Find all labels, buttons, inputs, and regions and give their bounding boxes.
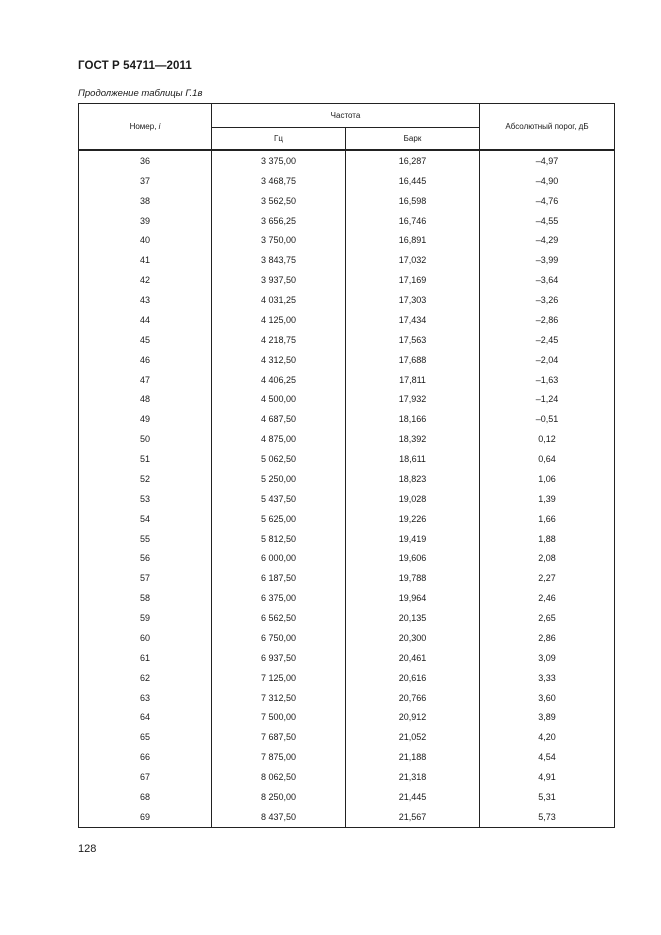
table-row xyxy=(79,628,615,648)
cell-number: 65 xyxy=(79,727,212,747)
cell-hz: 4 406,25 xyxy=(212,370,346,390)
cell-hz: 6 937,50 xyxy=(212,648,346,668)
cell-threshold: –4,55 xyxy=(480,211,615,231)
cell-hz: 7 125,00 xyxy=(212,668,346,688)
cell-hz: 6 187,50 xyxy=(212,568,346,588)
cell-bark: 20,461 xyxy=(346,648,480,668)
cell-number: 56 xyxy=(79,549,212,569)
cell-hz: 7 875,00 xyxy=(212,747,346,767)
table-row xyxy=(79,727,615,747)
cell-bark: 21,188 xyxy=(346,747,480,767)
cell-threshold: –1,24 xyxy=(480,390,615,410)
cell-number: 44 xyxy=(79,310,212,330)
cell-bark: 16,287 xyxy=(346,150,480,171)
header-hz: Гц xyxy=(212,128,346,151)
cell-bark: 20,766 xyxy=(346,688,480,708)
cell-number: 49 xyxy=(79,409,212,429)
cell-bark: 17,434 xyxy=(346,310,480,330)
cell-bark: 17,169 xyxy=(346,270,480,290)
cell-hz: 8 062,50 xyxy=(212,767,346,787)
cell-hz: 6 000,00 xyxy=(212,549,346,569)
cell-hz: 8 437,50 xyxy=(212,807,346,827)
cell-hz: 8 250,00 xyxy=(212,787,346,807)
cell-threshold: 3,60 xyxy=(480,688,615,708)
table-row xyxy=(79,568,615,588)
cell-threshold: –2,86 xyxy=(480,310,615,330)
cell-number: 67 xyxy=(79,767,212,787)
cell-number: 45 xyxy=(79,330,212,350)
cell-bark: 19,419 xyxy=(346,529,480,549)
cell-number: 47 xyxy=(79,370,212,390)
cell-hz: 4 218,75 xyxy=(212,330,346,350)
cell-number: 37 xyxy=(79,171,212,191)
table-row xyxy=(79,807,615,827)
cell-threshold: 4,91 xyxy=(480,767,615,787)
cell-hz: 3 562,50 xyxy=(212,191,346,211)
table-row xyxy=(79,688,615,708)
cell-bark: 20,300 xyxy=(346,628,480,648)
cell-hz: 4 687,50 xyxy=(212,409,346,429)
cell-number: 52 xyxy=(79,469,212,489)
cell-bark: 21,567 xyxy=(346,807,480,827)
cell-hz: 4 500,00 xyxy=(212,390,346,410)
cell-bark: 21,052 xyxy=(346,727,480,747)
table-row xyxy=(79,608,615,628)
table-row xyxy=(79,509,615,529)
cell-number: 42 xyxy=(79,270,212,290)
table-row xyxy=(79,211,615,231)
cell-bark: 17,303 xyxy=(346,290,480,310)
cell-threshold: 5,31 xyxy=(480,787,615,807)
cell-number: 51 xyxy=(79,449,212,469)
cell-bark: 19,964 xyxy=(346,588,480,608)
cell-bark: 16,746 xyxy=(346,211,480,231)
header-threshold: Абсолютный порог, дБ xyxy=(480,104,615,151)
cell-number: 54 xyxy=(79,509,212,529)
cell-threshold: 1,66 xyxy=(480,509,615,529)
cell-threshold: –4,76 xyxy=(480,191,615,211)
table-row xyxy=(79,290,615,310)
cell-number: 43 xyxy=(79,290,212,310)
cell-hz: 5 812,50 xyxy=(212,529,346,549)
cell-hz: 6 750,00 xyxy=(212,628,346,648)
cell-number: 66 xyxy=(79,747,212,767)
cell-hz: 6 562,50 xyxy=(212,608,346,628)
cell-bark: 17,811 xyxy=(346,370,480,390)
cell-hz: 7 687,50 xyxy=(212,727,346,747)
cell-hz: 5 062,50 xyxy=(212,449,346,469)
cell-threshold: –2,04 xyxy=(480,350,615,370)
cell-number: 50 xyxy=(79,429,212,449)
cell-hz: 4 125,00 xyxy=(212,310,346,330)
cell-threshold: 4,20 xyxy=(480,727,615,747)
cell-bark: 19,028 xyxy=(346,489,480,509)
table-row xyxy=(79,529,615,549)
cell-number: 41 xyxy=(79,250,212,270)
cell-hz: 4 875,00 xyxy=(212,429,346,449)
table-row xyxy=(79,489,615,509)
cell-number: 62 xyxy=(79,668,212,688)
table-row xyxy=(79,747,615,767)
table-row xyxy=(79,150,615,171)
cell-hz: 3 937,50 xyxy=(212,270,346,290)
cell-bark: 17,032 xyxy=(346,250,480,270)
cell-hz: 5 625,00 xyxy=(212,509,346,529)
cell-number: 36 xyxy=(79,150,212,171)
cell-bark: 17,932 xyxy=(346,390,480,410)
document-code: ГОСТ Р 54711—2011 xyxy=(78,60,192,72)
cell-threshold: 3,33 xyxy=(480,668,615,688)
cell-threshold: 3,09 xyxy=(480,648,615,668)
table-row xyxy=(79,390,615,410)
table-row xyxy=(79,668,615,688)
cell-hz: 3 843,75 xyxy=(212,250,346,270)
cell-bark: 17,563 xyxy=(346,330,480,350)
cell-bark: 16,445 xyxy=(346,171,480,191)
table-caption: Продолжение таблицы Г.1в xyxy=(78,88,203,99)
cell-bark: 18,392 xyxy=(346,429,480,449)
cell-bark: 16,598 xyxy=(346,191,480,211)
cell-number: 57 xyxy=(79,568,212,588)
cell-hz: 7 500,00 xyxy=(212,708,346,728)
cell-number: 39 xyxy=(79,211,212,231)
table-row xyxy=(79,171,615,191)
cell-threshold: 0,12 xyxy=(480,429,615,449)
cell-number: 48 xyxy=(79,390,212,410)
table-row xyxy=(79,409,615,429)
table-row xyxy=(79,231,615,251)
table-body xyxy=(79,150,615,827)
cell-threshold: 1,06 xyxy=(480,469,615,489)
cell-threshold: –3,99 xyxy=(480,250,615,270)
cell-threshold: 4,54 xyxy=(480,747,615,767)
cell-bark: 18,823 xyxy=(346,469,480,489)
cell-threshold: 1,88 xyxy=(480,529,615,549)
header-bark: Барк xyxy=(346,128,480,151)
cell-number: 46 xyxy=(79,350,212,370)
cell-threshold: 2,46 xyxy=(480,588,615,608)
cell-hz: 7 312,50 xyxy=(212,688,346,708)
cell-hz: 5 437,50 xyxy=(212,489,346,509)
cell-bark: 17,688 xyxy=(346,350,480,370)
table-row xyxy=(79,787,615,807)
cell-number: 69 xyxy=(79,807,212,827)
table-row xyxy=(79,449,615,469)
cell-threshold: 2,86 xyxy=(480,628,615,648)
cell-threshold: 1,39 xyxy=(480,489,615,509)
table-row xyxy=(79,330,615,350)
cell-number: 53 xyxy=(79,489,212,509)
cell-threshold: 2,65 xyxy=(480,608,615,628)
cell-number: 64 xyxy=(79,708,212,728)
cell-threshold: –2,45 xyxy=(480,330,615,350)
cell-threshold: 0,64 xyxy=(480,449,615,469)
table-row xyxy=(79,549,615,569)
cell-number: 61 xyxy=(79,648,212,668)
cell-bark: 19,606 xyxy=(346,549,480,569)
cell-bark: 20,616 xyxy=(346,668,480,688)
cell-threshold: –1,63 xyxy=(480,370,615,390)
cell-hz: 5 250,00 xyxy=(212,469,346,489)
table-row xyxy=(79,588,615,608)
cell-number: 40 xyxy=(79,231,212,251)
table-row xyxy=(79,310,615,330)
cell-bark: 18,166 xyxy=(346,409,480,429)
table-row xyxy=(79,350,615,370)
cell-hz: 3 656,25 xyxy=(212,211,346,231)
cell-threshold: –3,64 xyxy=(480,270,615,290)
cell-threshold: –4,29 xyxy=(480,231,615,251)
cell-number: 68 xyxy=(79,787,212,807)
cell-hz: 3 750,00 xyxy=(212,231,346,251)
table-row xyxy=(79,429,615,449)
cell-threshold: 2,08 xyxy=(480,549,615,569)
cell-threshold: 5,73 xyxy=(480,807,615,827)
table-row xyxy=(79,370,615,390)
data-table xyxy=(78,103,615,828)
cell-threshold: –4,90 xyxy=(480,171,615,191)
cell-bark: 20,912 xyxy=(346,708,480,728)
cell-hz: 4 031,25 xyxy=(212,290,346,310)
cell-threshold: –0,51 xyxy=(480,409,615,429)
cell-hz: 3 468,75 xyxy=(212,171,346,191)
cell-number: 58 xyxy=(79,588,212,608)
table-row xyxy=(79,648,615,668)
cell-number: 60 xyxy=(79,628,212,648)
header-frequency: Частота xyxy=(212,104,480,128)
cell-number: 55 xyxy=(79,529,212,549)
table-row xyxy=(79,767,615,787)
table-row xyxy=(79,708,615,728)
cell-bark: 18,611 xyxy=(346,449,480,469)
table-row xyxy=(79,250,615,270)
header-number: Номер, i xyxy=(79,104,212,151)
cell-threshold: –3,26 xyxy=(480,290,615,310)
cell-bark: 21,445 xyxy=(346,787,480,807)
cell-threshold: 2,27 xyxy=(480,568,615,588)
cell-hz: 6 375,00 xyxy=(212,588,346,608)
page-number: 128 xyxy=(78,843,97,855)
cell-bark: 20,135 xyxy=(346,608,480,628)
cell-number: 59 xyxy=(79,608,212,628)
table-row xyxy=(79,270,615,290)
cell-hz: 3 375,00 xyxy=(212,150,346,171)
cell-threshold: 3,89 xyxy=(480,708,615,728)
table-row xyxy=(79,469,615,489)
cell-bark: 16,891 xyxy=(346,231,480,251)
cell-threshold: –4,97 xyxy=(480,150,615,171)
cell-number: 38 xyxy=(79,191,212,211)
cell-bark: 19,226 xyxy=(346,509,480,529)
cell-number: 63 xyxy=(79,688,212,708)
cell-bark: 21,318 xyxy=(346,767,480,787)
table-row xyxy=(79,191,615,211)
cell-bark: 19,788 xyxy=(346,568,480,588)
cell-hz: 4 312,50 xyxy=(212,350,346,370)
